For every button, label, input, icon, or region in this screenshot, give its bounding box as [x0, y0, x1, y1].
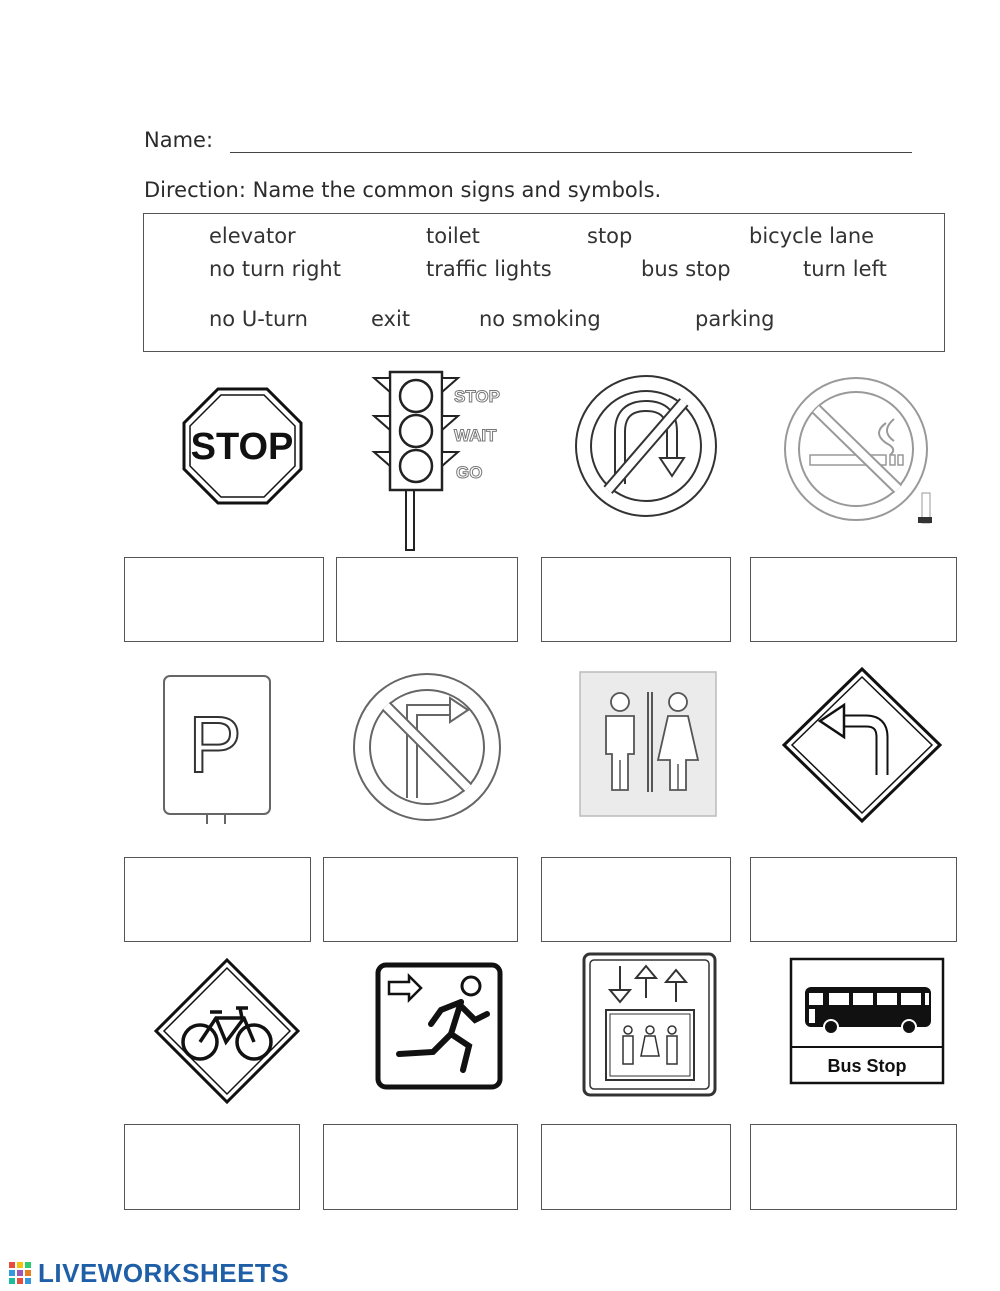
name-label: Name: — [144, 128, 214, 152]
elevator-sign-icon — [582, 952, 717, 1097]
no-turn-right-icon — [350, 670, 505, 825]
answer-box[interactable] — [323, 1124, 518, 1210]
answer-box[interactable] — [750, 1124, 957, 1210]
word-bank — [143, 213, 945, 352]
word-bank-item: traffic lights — [426, 257, 552, 281]
answer-box[interactable] — [124, 1124, 300, 1210]
answer-box[interactable] — [336, 557, 518, 642]
traffic-lights-icon — [368, 368, 518, 553]
bicycle-lane-sign-icon — [152, 956, 302, 1106]
word-bank-item: no smoking — [479, 307, 601, 331]
word-bank-item: no U-turn — [209, 307, 308, 331]
parking-letter: P — [188, 700, 242, 789]
answer-box[interactable] — [750, 857, 957, 942]
answer-box[interactable] — [124, 857, 311, 942]
word-bank-item: bus stop — [641, 257, 731, 281]
word-bank-item: no turn right — [209, 257, 341, 281]
name-line[interactable] — [230, 152, 912, 153]
bus-stop-sign-icon — [789, 957, 945, 1085]
traffic-light-label: GO — [456, 463, 483, 482]
traffic-light-label: WAIT — [454, 426, 497, 445]
word-bank-item: bicycle lane — [749, 224, 875, 248]
answer-box[interactable] — [124, 557, 324, 642]
no-u-turn-icon — [572, 372, 720, 520]
word-bank-item: toilet — [426, 224, 480, 248]
answer-box[interactable] — [541, 857, 731, 942]
word-bank-item: parking — [695, 307, 775, 331]
liveworksheets-logo — [8, 1258, 289, 1289]
word-bank-item: turn left — [803, 257, 887, 281]
answer-box[interactable] — [541, 1124, 731, 1210]
brand-name: LIVEWORKSHEETS — [38, 1258, 290, 1288]
liveworksheets-logo-icon — [8, 1260, 32, 1288]
answer-box[interactable] — [323, 857, 518, 942]
parking-sign-icon — [160, 672, 275, 827]
no-smoking-icon — [782, 375, 942, 530]
stop-sign-text: STOP — [190, 426, 294, 468]
direction-text: Direction: Name the common signs and symbols. — [144, 178, 662, 202]
stop-sign-icon — [180, 386, 305, 506]
exit-sign-icon — [375, 962, 503, 1090]
word-bank-item: stop — [587, 224, 633, 248]
traffic-light-label: STOP — [454, 387, 500, 406]
answer-box[interactable] — [750, 557, 957, 642]
bus-stop-text: Bus Stop — [827, 1056, 907, 1076]
turn-left-sign-icon — [780, 665, 945, 825]
toilet-sign-icon — [578, 670, 718, 818]
word-bank-item: elevator — [209, 224, 296, 248]
answer-box[interactable] — [541, 557, 731, 642]
word-bank-item: exit — [371, 307, 411, 331]
